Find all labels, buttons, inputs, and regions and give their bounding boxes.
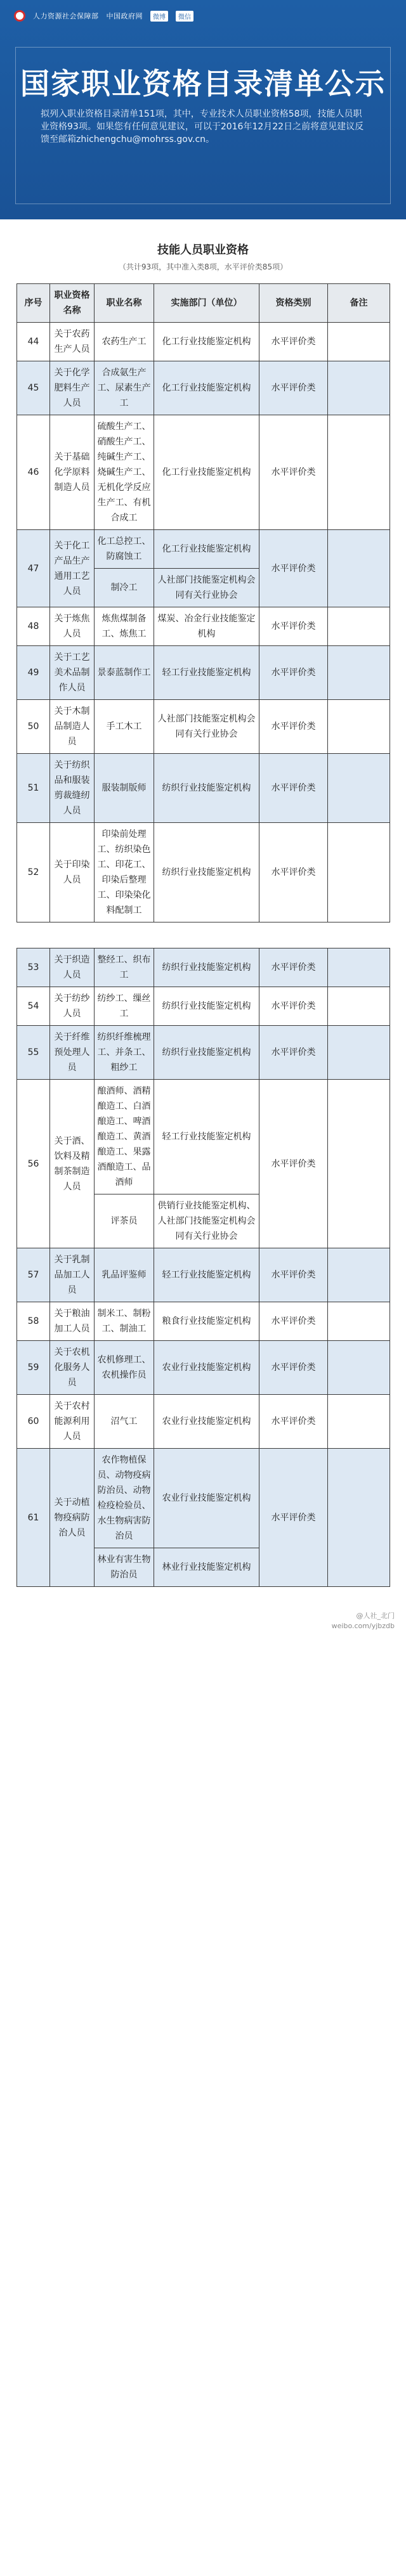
- row-category: 水平评价类: [259, 530, 328, 607]
- row-job-name: 农作物植保员、动物疫病防治员、动物检疫检验员、水生物病害防治员: [95, 1449, 154, 1548]
- row-job-name: 服装制版师: [95, 754, 154, 823]
- row-qualification-name: 关于化工产品生产通用工艺人员: [50, 530, 95, 607]
- table-row: [17, 948, 390, 987]
- row-note: [328, 646, 390, 700]
- row-qualification-name: 关于纺纱人员: [50, 987, 95, 1026]
- table-row: [17, 1080, 390, 1194]
- row-job-name: 纺织纤维梳理工、并条工、粗纱工: [95, 1026, 154, 1080]
- row-qualification-name: 关于酒、饮料及精制茶制造人员: [50, 1080, 95, 1248]
- row-job-name: 景泰蓝制作工: [95, 646, 154, 700]
- row-category: 水平评价类: [259, 1026, 328, 1080]
- banner-description: 拟列入职业资格目录清单151项，其中，专业技术人员职业资格58项，技能人员职业资格93项。如果您有任何意见建议，可以于2016年12月22日之前将意见建议反馈至邮箱zhichengchu@mohrss.gov.cn。: [41, 109, 364, 145]
- row-job-name: 农机修理工、农机操作员: [95, 1341, 154, 1395]
- table-row: [17, 754, 390, 823]
- table-row: [17, 415, 390, 530]
- row-department: 农业行业技能鉴定机构: [154, 1341, 259, 1395]
- row-note: [328, 700, 390, 754]
- row-department: 人社部门技能鉴定机构会同有关行业协会: [154, 700, 259, 754]
- row-note: [328, 361, 390, 415]
- table-row: [17, 646, 390, 700]
- row-department: 纺织行业技能鉴定机构: [154, 987, 259, 1026]
- row-qualification-name: 关于工艺美术品制作人员: [50, 646, 95, 700]
- row-no: 50: [17, 700, 50, 754]
- row-job-name: 整经工、织布工: [95, 948, 154, 987]
- row-department: 人社部门技能鉴定机构会同有关行业协会: [154, 569, 259, 607]
- row-category: 水平评价类: [259, 823, 328, 922]
- row-note: [328, 1302, 390, 1341]
- row-no: 45: [17, 361, 50, 415]
- page-title: 国家职业资格目录清单公示: [20, 67, 386, 101]
- row-department: 化工行业技能鉴定机构: [154, 361, 259, 415]
- row-department: 化工行业技能鉴定机构: [154, 415, 259, 530]
- row-category: 水平评价类: [259, 948, 328, 987]
- row-note: [328, 1341, 390, 1395]
- row-qualification-name: 关于农机化服务人员: [50, 1341, 95, 1395]
- row-category: 水平评价类: [259, 1449, 328, 1587]
- row-no: 47: [17, 530, 50, 607]
- row-no: 54: [17, 987, 50, 1026]
- watermark-handle: @人社_北门: [356, 1612, 395, 1620]
- row-job-name: 合成氨生产工、尿素生产工: [95, 361, 154, 415]
- row-no: 59: [17, 1341, 50, 1395]
- row-job-name: 乳品评鉴师: [95, 1248, 154, 1302]
- table-body: [17, 948, 390, 1587]
- row-qualification-name: 关于农村能源利用人员: [50, 1395, 95, 1449]
- row-qualification-name: 关于农药生产人员: [50, 323, 95, 361]
- row-qualification-name: 关于印染人员: [50, 823, 95, 922]
- table-row: [17, 323, 390, 361]
- row-job-name: 化工总控工、防腐蚀工: [95, 530, 154, 569]
- row-no: 49: [17, 646, 50, 700]
- row-department: 化工行业技能鉴定机构: [154, 530, 259, 569]
- watermark: [332, 1611, 395, 1631]
- header-department: 实施部门（单位）: [154, 284, 259, 323]
- row-qualification-name: 关于纺织品和服装剪裁缝纫人员: [50, 754, 95, 823]
- row-qualification-name: 关于化学肥料生产人员: [50, 361, 95, 415]
- table-row: [17, 1449, 390, 1548]
- row-qualification-name: 关于动植物疫病防治人员: [50, 1449, 95, 1587]
- qualification-table: [16, 283, 390, 922]
- table-row: [17, 1302, 390, 1341]
- row-no: 52: [17, 823, 50, 922]
- table-row: [17, 1341, 390, 1395]
- row-note: [328, 948, 390, 987]
- table-gap: [16, 922, 390, 948]
- table-row: [17, 823, 390, 922]
- row-job-name: 农药生产工: [95, 323, 154, 361]
- row-job-name: 硫酸生产工、硝酸生产工、纯碱生产工、烧碱生产工、无机化学反应生产工、有机合成工: [95, 415, 154, 530]
- table-row: [17, 987, 390, 1026]
- row-qualification-name: 关于粮油加工人员: [50, 1302, 95, 1341]
- row-job-name: 制米工、制粉工、制油工: [95, 1302, 154, 1341]
- row-department: 供销行业技能鉴定机构、人社部门技能鉴定机构会同有关行业协会: [154, 1194, 259, 1248]
- row-department: 纺织行业技能鉴定机构: [154, 823, 259, 922]
- row-note: [328, 987, 390, 1026]
- row-department: 林业行业技能鉴定机构: [154, 1548, 259, 1587]
- banner: [0, 0, 406, 219]
- row-job-name: 印染前处理工、纺织染色工、印花工、印染后整理工、印染染化料配制工: [95, 823, 154, 922]
- header-category: 资格类别: [259, 284, 328, 323]
- gov-logo-text: 中国政府网: [106, 12, 143, 20]
- row-no: 61: [17, 1449, 50, 1587]
- row-category: 水平评价类: [259, 323, 328, 361]
- row-category: 水平评价类: [259, 700, 328, 754]
- row-department: 农业行业技能鉴定机构: [154, 1395, 259, 1449]
- table-row: [17, 607, 390, 646]
- row-category: 水平评价类: [259, 754, 328, 823]
- row-no: 51: [17, 754, 50, 823]
- row-department: 轻工行业技能鉴定机构: [154, 1248, 259, 1302]
- row-category: 水平评价类: [259, 1248, 328, 1302]
- row-qualification-name: 关于木制品制造人员: [50, 700, 95, 754]
- table-row: [17, 530, 390, 569]
- row-job-name: 手工木工: [95, 700, 154, 754]
- row-department: 化工行业技能鉴定机构: [154, 323, 259, 361]
- table-header-row: [17, 284, 390, 323]
- row-note: [328, 823, 390, 922]
- row-no: 56: [17, 1080, 50, 1248]
- row-no: 57: [17, 1248, 50, 1302]
- row-note: [328, 1026, 390, 1080]
- table-row: [17, 361, 390, 415]
- table-body: [17, 323, 390, 922]
- row-department: 轻工行业技能鉴定机构: [154, 646, 259, 700]
- row-note: [328, 1248, 390, 1302]
- row-category: 水平评价类: [259, 1395, 328, 1449]
- row-category: 水平评价类: [259, 987, 328, 1026]
- row-qualification-name: 关于乳制品加工人员: [50, 1248, 95, 1302]
- row-note: [328, 323, 390, 361]
- row-department: 农业行业技能鉴定机构: [154, 1449, 259, 1548]
- row-department: 纺织行业技能鉴定机构: [154, 754, 259, 823]
- row-department: 纺织行业技能鉴定机构: [154, 1026, 259, 1080]
- row-note: [328, 1449, 390, 1587]
- banner-top: [14, 10, 193, 22]
- ministry-name: 人力资源社会保障部: [33, 12, 99, 20]
- table-row: [17, 1026, 390, 1080]
- row-department: 煤炭、冶金行业技能鉴定机构: [154, 607, 259, 646]
- row-job-name: 沼气工: [95, 1395, 154, 1449]
- row-qualification-name: 关于织造人员: [50, 948, 95, 987]
- row-no: 58: [17, 1302, 50, 1341]
- row-qualification-name: 关于炼焦人员: [50, 607, 95, 646]
- table-row: [17, 700, 390, 754]
- row-department: 纺织行业技能鉴定机构: [154, 948, 259, 987]
- row-note: [328, 1395, 390, 1449]
- weixin-icon: 微信: [176, 11, 193, 22]
- row-note: [328, 754, 390, 823]
- row-job-name: 评茶员: [95, 1194, 154, 1248]
- section-subtitle: （共计93项，其中准入类8项，水平评价类85项）: [118, 262, 288, 271]
- row-department: 轻工行业技能鉴定机构: [154, 1080, 259, 1194]
- row-no: 53: [17, 948, 50, 987]
- row-job-name: 炼焦煤制备工、炼焦工: [95, 607, 154, 646]
- row-no: 46: [17, 415, 50, 530]
- row-no: 55: [17, 1026, 50, 1080]
- weibo-icon: 微博: [150, 11, 168, 22]
- row-department: 粮食行业技能鉴定机构: [154, 1302, 259, 1341]
- header-no: 序号: [17, 284, 50, 323]
- table-row: [17, 1395, 390, 1449]
- row-no: 48: [17, 607, 50, 646]
- row-category: 水平评价类: [259, 361, 328, 415]
- row-category: 水平评价类: [259, 1080, 328, 1248]
- row-note: [328, 1080, 390, 1248]
- row-qualification-name: 关于基础化学原料制造人员: [50, 415, 95, 530]
- header-note: 备注: [328, 284, 390, 323]
- row-job-name: 纺纱工、缫丝工: [95, 987, 154, 1026]
- row-note: [328, 415, 390, 530]
- row-category: 水平评价类: [259, 607, 328, 646]
- row-qualification-name: 关于纤维预处理人员: [50, 1026, 95, 1080]
- qualification-table-continued: [16, 948, 390, 1587]
- section: [0, 219, 406, 1587]
- row-no: 60: [17, 1395, 50, 1449]
- row-category: 水平评价类: [259, 1341, 328, 1395]
- row-job-name: 制冷工: [95, 569, 154, 607]
- ministry-logo-icon: [14, 10, 25, 22]
- header-qualification-name: 职业资格名称: [50, 284, 95, 323]
- row-no: 44: [17, 323, 50, 361]
- row-category: 水平评价类: [259, 415, 328, 530]
- row-note: [328, 607, 390, 646]
- row-job-name: 酿酒师、酒精酿造工、白酒酿造工、啤酒酿造工、黄酒酿造工、果露酒酿造工、品酒师: [95, 1080, 154, 1194]
- table-row: [17, 1248, 390, 1302]
- footer: [0, 1587, 406, 1644]
- row-job-name: 林业有害生物防治员: [95, 1548, 154, 1587]
- row-category: 水平评价类: [259, 646, 328, 700]
- header-job-name: 职业名称: [95, 284, 154, 323]
- watermark-url: weibo.com/yjbzdb: [331, 1622, 395, 1630]
- row-category: 水平评价类: [259, 1302, 328, 1341]
- section-title: 技能人员职业资格: [157, 243, 249, 257]
- row-note: [328, 530, 390, 607]
